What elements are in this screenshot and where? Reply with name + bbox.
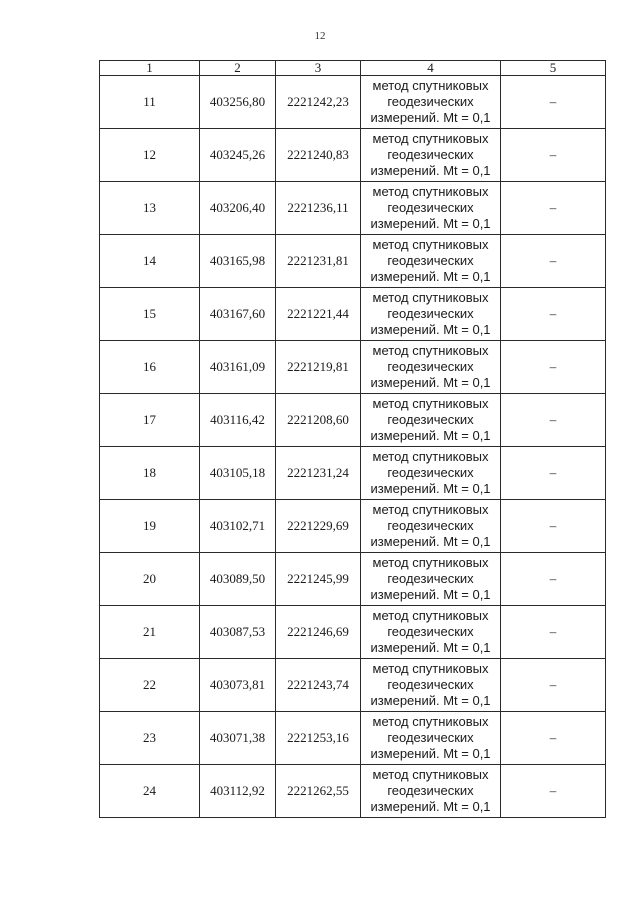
method-line: геодезических	[387, 730, 474, 745]
column-header-3: 3	[276, 61, 361, 76]
y-coordinate-cell: 2221221,44	[276, 288, 361, 341]
x-coordinate-cell: 403165,98	[200, 235, 276, 288]
point-number-cell: 14	[100, 235, 200, 288]
method-line: метод спутниковых	[372, 184, 489, 199]
method-cell	[361, 606, 501, 659]
method-line: измерений. Mt = 0,1	[370, 322, 491, 337]
point-number-cell: 22	[100, 659, 200, 712]
point-number-cell: 13	[100, 182, 200, 235]
method-cell	[361, 182, 501, 235]
table-row	[100, 553, 606, 606]
x-coordinate-cell: 403206,40	[200, 182, 276, 235]
method-line: измерений. Mt = 0,1	[370, 587, 491, 602]
method-line: геодезических	[387, 94, 474, 109]
method-line: измерений. Mt = 0,1	[370, 746, 491, 761]
method-line: измерений. Mt = 0,1	[370, 110, 491, 125]
method-line: геодезических	[387, 783, 474, 798]
header-row	[100, 61, 606, 76]
note-cell: –	[501, 76, 606, 129]
note-cell: –	[501, 341, 606, 394]
y-coordinate-cell: 2221246,69	[276, 606, 361, 659]
note-cell: –	[501, 288, 606, 341]
note-cell: –	[501, 394, 606, 447]
method-cell	[361, 76, 501, 129]
method-cell	[361, 553, 501, 606]
column-header-1: 1	[100, 61, 200, 76]
method-cell	[361, 394, 501, 447]
table-row	[100, 765, 606, 818]
x-coordinate-cell: 403071,38	[200, 712, 276, 765]
method-line: измерений. Mt = 0,1	[370, 216, 491, 231]
method-line: измерений. Mt = 0,1	[370, 375, 491, 390]
y-coordinate-cell: 2221253,16	[276, 712, 361, 765]
x-coordinate-cell: 403105,18	[200, 447, 276, 500]
method-line: метод спутниковых	[372, 343, 489, 358]
method-cell	[361, 659, 501, 712]
method-line: измерений. Mt = 0,1	[370, 640, 491, 655]
x-coordinate-cell: 403245,26	[200, 129, 276, 182]
table-row	[100, 394, 606, 447]
x-coordinate-cell: 403073,81	[200, 659, 276, 712]
y-coordinate-cell: 2221262,55	[276, 765, 361, 818]
point-number-cell: 11	[100, 76, 200, 129]
y-coordinate-cell: 2221208,60	[276, 394, 361, 447]
method-line: геодезических	[387, 518, 474, 533]
point-number-cell: 18	[100, 447, 200, 500]
method-cell	[361, 447, 501, 500]
table-row	[100, 129, 606, 182]
method-line: измерений. Mt = 0,1	[370, 163, 491, 178]
point-number-cell: 17	[100, 394, 200, 447]
note-cell: –	[501, 765, 606, 818]
x-coordinate-cell: 403102,71	[200, 500, 276, 553]
method-line: метод спутниковых	[372, 78, 489, 93]
column-header-2: 2	[200, 61, 276, 76]
method-cell	[361, 765, 501, 818]
method-line: геодезических	[387, 677, 474, 692]
x-coordinate-cell: 403112,92	[200, 765, 276, 818]
y-coordinate-cell: 2221231,81	[276, 235, 361, 288]
page-number: 12	[314, 30, 326, 42]
table-row	[100, 659, 606, 712]
table-body	[100, 76, 606, 818]
point-number-cell: 23	[100, 712, 200, 765]
coordinates-table	[99, 60, 606, 818]
method-line: измерений. Mt = 0,1	[370, 481, 491, 496]
x-coordinate-cell: 403116,42	[200, 394, 276, 447]
method-line: метод спутниковых	[372, 502, 489, 517]
point-number-cell: 12	[100, 129, 200, 182]
method-cell	[361, 129, 501, 182]
note-cell: –	[501, 712, 606, 765]
x-coordinate-cell: 403167,60	[200, 288, 276, 341]
method-line: измерений. Mt = 0,1	[370, 799, 491, 814]
note-cell: –	[501, 606, 606, 659]
point-number-cell: 21	[100, 606, 200, 659]
method-line: геодезических	[387, 359, 474, 374]
method-line: геодезических	[387, 306, 474, 321]
method-cell	[361, 341, 501, 394]
note-cell: –	[501, 447, 606, 500]
table-row	[100, 235, 606, 288]
method-cell	[361, 712, 501, 765]
note-cell: –	[501, 500, 606, 553]
y-coordinate-cell: 2221219,81	[276, 341, 361, 394]
table-row	[100, 712, 606, 765]
method-line: геодезических	[387, 624, 474, 639]
method-line: метод спутниковых	[372, 608, 489, 623]
table-row	[100, 76, 606, 129]
method-line: метод спутниковых	[372, 555, 489, 570]
note-cell: –	[501, 235, 606, 288]
method-line: измерений. Mt = 0,1	[370, 269, 491, 284]
method-line: метод спутниковых	[372, 290, 489, 305]
table-row	[100, 500, 606, 553]
method-line: геодезических	[387, 412, 474, 427]
table-row	[100, 341, 606, 394]
y-coordinate-cell: 2221236,11	[276, 182, 361, 235]
method-line: метод спутниковых	[372, 237, 489, 252]
point-number-cell: 16	[100, 341, 200, 394]
method-line: геодезических	[387, 200, 474, 215]
method-line: метод спутниковых	[372, 661, 489, 676]
table-row	[100, 288, 606, 341]
method-line: геодезических	[387, 465, 474, 480]
y-coordinate-cell: 2221229,69	[276, 500, 361, 553]
table-row	[100, 606, 606, 659]
method-cell	[361, 500, 501, 553]
x-coordinate-cell: 403161,09	[200, 341, 276, 394]
point-number-cell: 24	[100, 765, 200, 818]
method-cell	[361, 288, 501, 341]
method-cell	[361, 235, 501, 288]
point-number-cell: 20	[100, 553, 200, 606]
method-line: геодезических	[387, 147, 474, 162]
x-coordinate-cell: 403087,53	[200, 606, 276, 659]
method-line: метод спутниковых	[372, 767, 489, 782]
method-line: метод спутниковых	[372, 396, 489, 411]
method-line: измерений. Mt = 0,1	[370, 693, 491, 708]
method-line: метод спутниковых	[372, 714, 489, 729]
method-line: измерений. Mt = 0,1	[370, 534, 491, 549]
note-cell: –	[501, 182, 606, 235]
x-coordinate-cell: 403256,80	[200, 76, 276, 129]
y-coordinate-cell: 2221243,74	[276, 659, 361, 712]
method-line: геодезических	[387, 571, 474, 586]
table-row	[100, 182, 606, 235]
note-cell: –	[501, 659, 606, 712]
method-line: геодезических	[387, 253, 474, 268]
y-coordinate-cell: 2221245,99	[276, 553, 361, 606]
y-coordinate-cell: 2221231,24	[276, 447, 361, 500]
method-line: метод спутниковых	[372, 449, 489, 464]
note-cell: –	[501, 553, 606, 606]
table-row	[100, 447, 606, 500]
column-header-5: 5	[501, 61, 606, 76]
column-header-4: 4	[361, 61, 501, 76]
method-line: метод спутниковых	[372, 131, 489, 146]
y-coordinate-cell: 2221242,23	[276, 76, 361, 129]
method-line: измерений. Mt = 0,1	[370, 428, 491, 443]
x-coordinate-cell: 403089,50	[200, 553, 276, 606]
point-number-cell: 19	[100, 500, 200, 553]
y-coordinate-cell: 2221240,83	[276, 129, 361, 182]
note-cell: –	[501, 129, 606, 182]
point-number-cell: 15	[100, 288, 200, 341]
